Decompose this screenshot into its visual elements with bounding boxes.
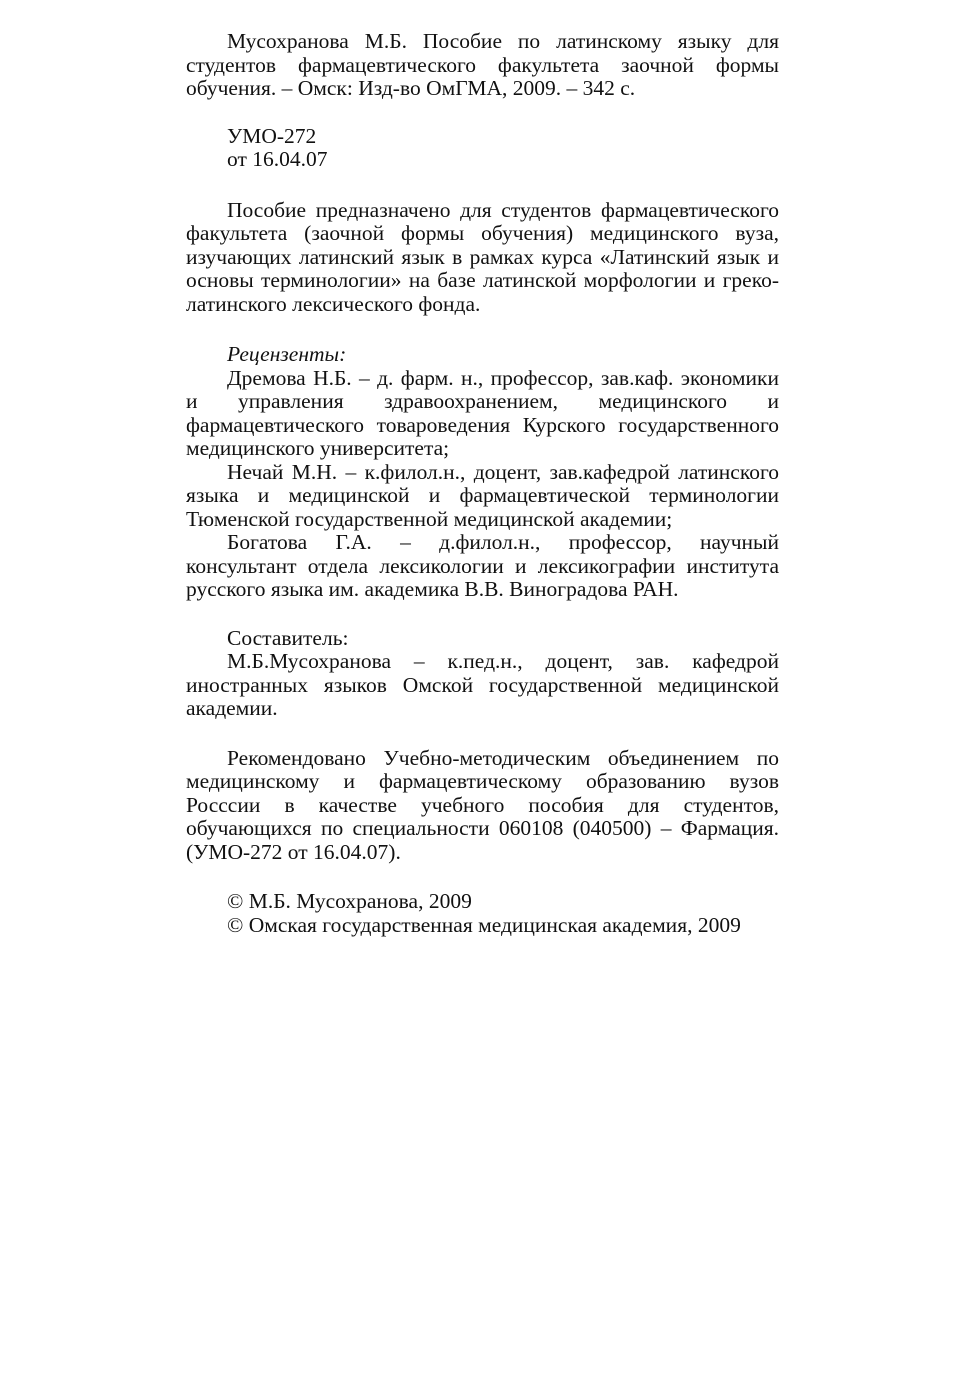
recommendation: Рекомендовано Учебно-методическим объединением по медицинскому и фармацевтическому образованию вузов Росссии в качестве учебного пособия для студентов, обучающихся по специальности 060108 (040500) – Фармация. (УМО-272 от 16.04.07). xyxy=(186,745,779,864)
reviewers-heading: Рецензенты: xyxy=(227,342,347,366)
reviewer-item: Нечай М.Н. – к.филол.н., доцент, зав.кафедрой латинского языка и медицинской и фармацевтической терминологии Тюменской государственной медицинской академии; xyxy=(186,459,779,531)
compiler-heading: Составитель: xyxy=(227,625,349,650)
imprint-page xyxy=(186,30,779,937)
reviewer-item: Богатова Г.А. – д.филол.н., профессор, научный консультант отдела лексикологии и лексикографии института русского языка им. академика В.В. Виноградова РАН. xyxy=(186,530,779,601)
reviewers-section xyxy=(186,343,779,602)
copyright-block xyxy=(186,890,779,937)
copyright-line: © М.Б. Мусохранова, 2009 xyxy=(227,889,472,913)
copyright-line: © Омская государственная медицинская академия, 2009 xyxy=(227,912,741,937)
annotation: Пособие предназначено для студентов фармацевтического факультета (заочной формы обучения) медицинского вуза, изучающих латинский язык в рамках курса «Латинский язык и основы терминологии» на базе латинской морфологии и греко-латинского лексического фонда. xyxy=(186,197,779,316)
umo-code: УМО-272 xyxy=(227,123,317,148)
umo-date: от 16.04.07 xyxy=(227,147,328,171)
bibliographic-citation: Мусохранова М.Б. Пособие по латинскому языку для студентов фармацевтического факультета заочной формы обучения. – Омск: Изд-во ОмГМА, 2009. – 342 с. xyxy=(186,29,779,100)
reviewer-item: Дремова Н.Б. – д. фарм. н., профессор, зав.каф. экономики и управления здравоохранением, медицинского и фармацевтического товароведения Курского государственного медицинского университета; xyxy=(186,365,779,460)
compiler-text: М.Б.Мусохранова – к.пед.н., доцент, зав. кафедрой иностранных языков Омской государственной медицинской академии. xyxy=(186,649,779,720)
umo-block xyxy=(186,125,779,172)
compiler-section xyxy=(186,627,779,721)
